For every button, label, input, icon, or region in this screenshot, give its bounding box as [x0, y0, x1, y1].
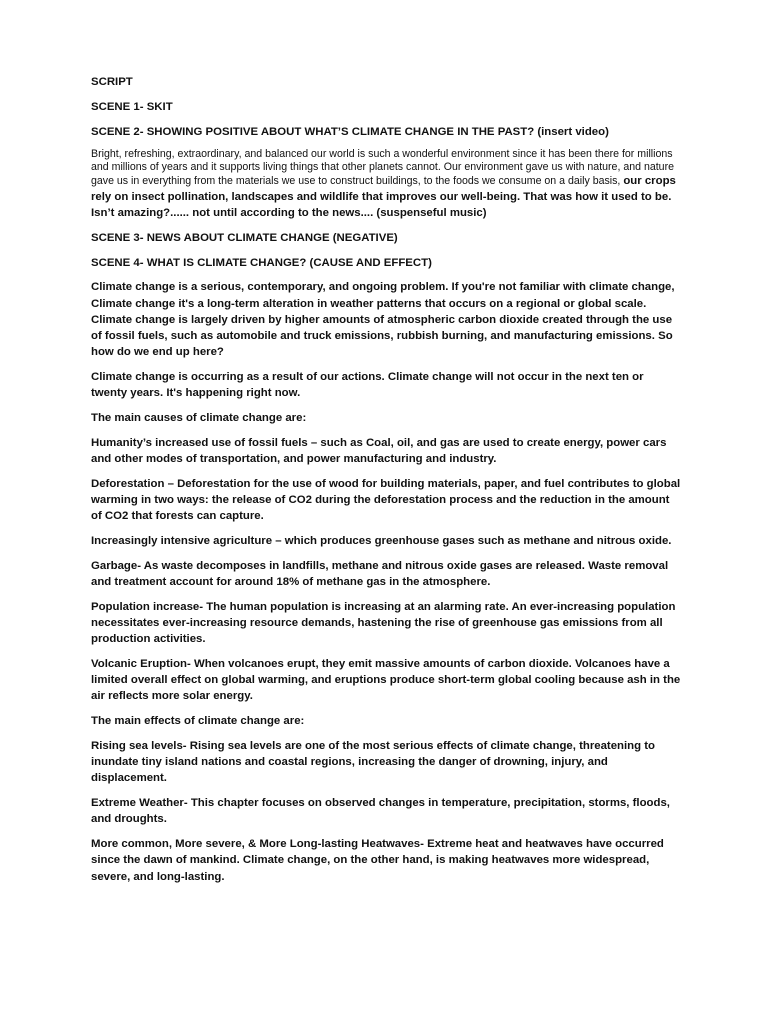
effect-heatwaves: More common, More severe, & More Long-lasting Heatwaves- Extreme heat and heatwaves have occurred since the dawn of mankind. Climate change, on the other hand, is making heatwaves more widespread, severe, and long-lasting.	[91, 838, 664, 883]
scene-1-heading: SCENE 1- SKIT	[91, 100, 173, 113]
cause-deforestation: Deforestation – Deforestation for the use of wood for building materials, paper, and fuel contributes to global warming in two ways: the release of CO2 during the deforestation process and the reduction in the amount of CO2 that forests can capture.	[91, 477, 681, 523]
definition-paragraph: Climate change is a serious, contemporary, and ongoing problem. If you're not familiar with climate change, Climate change it's a long-term alteration in weather patterns that occurs on a regional or global scale. Climate change is largely driven by higher amounts of atmospheric carbon dioxide created through the use of fossil fuels, such as automobile and truck emissions, rubbish burning, and manufacturing emissions. So how do we end up here?	[91, 281, 675, 359]
intro-bold-text: our crops rely on insect pollination, landscapes and wildlife that improves our well-being. That was how it used to be. Isn’t amazing?...... not until according to the news.... (suspenseful music)	[91, 175, 676, 220]
actions-paragraph: Climate change is occurring as a result of our actions. Climate change will not occur in the next ten or twenty years. It's happening right now.	[91, 371, 644, 400]
intro-paragraph	[91, 148, 681, 221]
effect-extreme-weather: Extreme Weather- This chapter focuses on observed changes in temperature, precipitation, storms, floods, and droughts.	[91, 797, 670, 826]
scene-4-heading: SCENE 4- WHAT IS CLIMATE CHANGE? (CAUSE AND EFFECT)	[91, 256, 432, 269]
intro-plain-text: Bright, refreshing, extraordinary, and balanced our world is such a wonderful environment since it has been there for millions and millions of years and it supports living things that other planets cannot. Our environment gave us with nature, and nature gave us in everything from the materials we use to construct buildings, to the foods we consume on a daily basis,	[91, 148, 674, 188]
script-title: SCRIPT	[91, 76, 133, 88]
effect-sea-levels: Rising sea levels- Rising sea levels are one of the most serious effects of climate change, threatening to inundate tiny island nations and coastal regions, increasing the danger of drowning, injury, and displacement.	[91, 740, 656, 785]
cause-garbage: Garbage- As waste decomposes in landfills, methane and nitrous oxide gases are released. Waste removal and treatment account for around 18% of methane gas in the atmosphere.	[91, 559, 669, 588]
cause-population: Population increase- The human population is increasing at an alarming rate. An ever-increasing population necessitates ever-increasing resource demands, hastening the rise of greenhouse gas emissions from all production activities.	[91, 600, 676, 646]
cause-agriculture: Increasingly intensive agriculture – which produces greenhouse gases such as methane and nitrous oxide.	[91, 535, 672, 547]
causes-heading: The main causes of climate change are:	[91, 412, 307, 424]
effects-heading: The main effects of climate change are:	[91, 715, 305, 728]
cause-fossil-fuels: Humanity’s increased use of fossil fuels – such as Coal, oil, and gas are used to create energy, power cars and other modes of transportation, and power manufacturing and industry.	[91, 436, 667, 465]
document-page	[91, 74, 681, 893]
cause-volcanic: Volcanic Eruption- When volcanoes erupt, they emit massive amounts of carbon dioxide. Volcanoes have a limited overall effect on global warming, and eruptions produce short-term global cooling because ash in the air reflects more solar energy.	[91, 658, 681, 703]
scene-2-heading: SCENE 2- SHOWING POSITIVE ABOUT WHAT’S CLIMATE CHANGE IN THE PAST? (insert video)	[91, 125, 609, 138]
scene-3-heading: SCENE 3- NEWS ABOUT CLIMATE CHANGE (NEGATIVE)	[91, 231, 398, 244]
